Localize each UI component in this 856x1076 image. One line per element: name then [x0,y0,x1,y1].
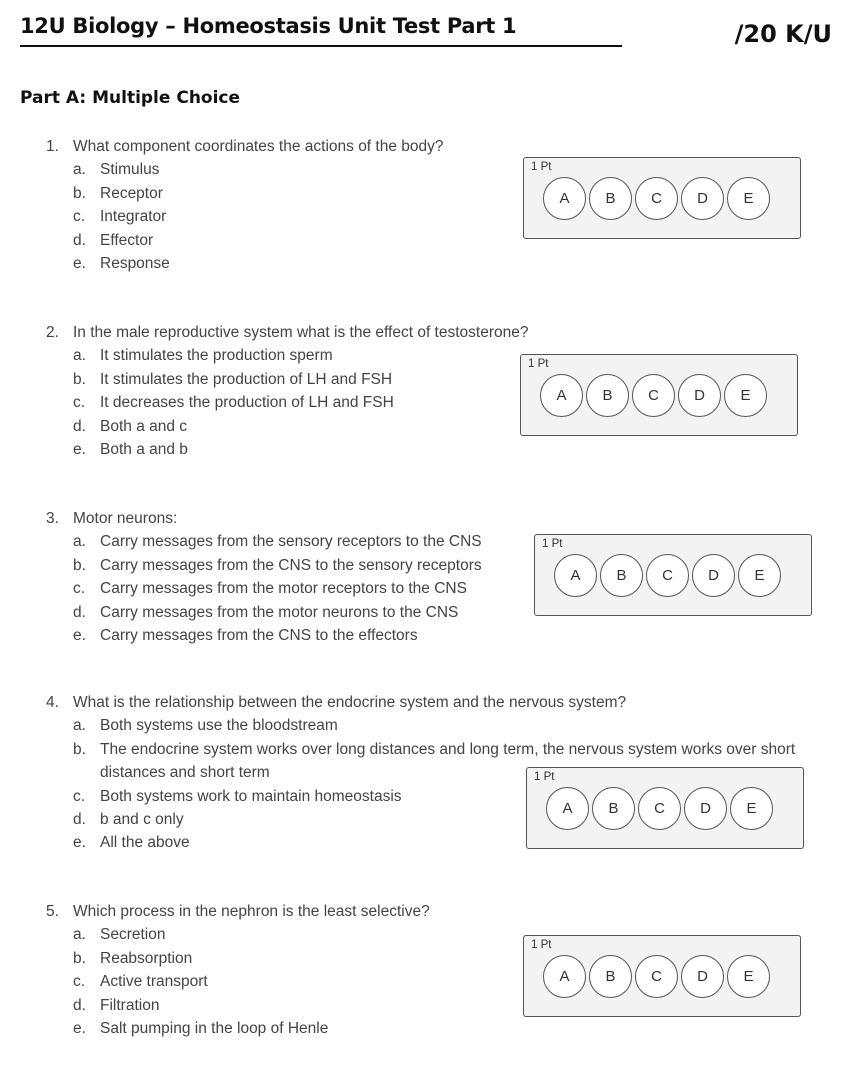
bubble-d[interactable]: D [681,955,724,998]
answer-box-2 [520,354,798,436]
option-text: It stimulates the production of LH and FSH [100,370,393,388]
option-text: Effector [100,231,154,249]
option-text: Reabsorption [100,949,193,967]
points-label: 1 Pt [531,161,552,173]
question-number: 4. [46,694,59,711]
bubble-a[interactable]: A [540,374,583,417]
option-text: Both a and b [100,441,188,459]
option-text: Secretion [100,926,166,944]
option-letter: e. [73,441,86,459]
option-letter: b. [73,556,86,574]
bubble-b[interactable]: B [592,787,635,830]
answer-bubbles [543,955,770,998]
title-underline [20,45,622,47]
answer-box-1 [523,157,801,239]
answer-box-4 [526,767,804,849]
option-e [73,438,816,461]
question-stem [46,900,816,923]
option-text: Carry messages from the motor receptors to the CNS [100,580,467,598]
option-letter: e. [73,627,86,645]
bubble-b[interactable]: B [589,955,632,998]
option-letter: b. [73,184,86,202]
option-letter: c. [73,973,86,991]
question-text: What is the relationship between the endocrine system and the nervous system? [73,694,627,711]
bubble-e[interactable]: E [738,554,781,597]
option-e [73,624,816,647]
question-stem [46,321,816,344]
option-letter: d. [73,811,86,829]
option-text: Active transport [100,973,208,991]
option-letter: a. [73,347,86,365]
bubble-c[interactable]: C [646,554,689,597]
option-letter: c. [73,787,86,805]
question-text: In the male reproductive system what is the effect of testosterone? [73,324,529,341]
question-text: Which process in the nephron is the least selective? [73,903,430,920]
option-text: Carry messages from the CNS to the effectors [100,627,418,645]
bubble-d[interactable]: D [692,554,735,597]
option-text: Carry messages from the motor neurons to the CNS [100,603,459,621]
option-text: All the above [100,834,190,852]
option-text: Both systems work to maintain homeostasis [100,787,402,805]
question-number: 2. [46,324,59,341]
option-letter: c. [73,394,86,412]
option-text: It stimulates the production sperm [100,347,333,365]
bubble-b[interactable]: B [589,177,632,220]
bubble-e[interactable]: E [730,787,773,830]
answer-bubbles [543,177,770,220]
bubble-c[interactable]: C [635,955,678,998]
option-a [73,714,816,737]
points-label: 1 Pt [534,771,555,783]
question-stem [46,135,816,158]
option-e [73,252,816,275]
answer-bubbles [540,374,767,417]
bubble-d[interactable]: D [684,787,727,830]
option-letter: d. [73,603,86,621]
option-text: Both a and c [100,417,188,435]
option-letter: a. [73,926,86,944]
points-label: 1 Pt [531,939,552,951]
option-letter: d. [73,996,86,1014]
bubble-a[interactable]: A [543,955,586,998]
option-letter: c. [73,208,86,226]
bubble-e[interactable]: E [727,177,770,220]
question-number: 3. [46,510,59,527]
answer-bubbles [554,554,781,597]
bubble-e[interactable]: E [724,374,767,417]
bubble-a[interactable]: A [543,177,586,220]
bubble-e[interactable]: E [727,955,770,998]
option-text: Integrator [100,208,167,226]
option-text: The endocrine system works over long distances and long term, the nervous system works over short distances and short term [100,740,796,782]
answer-box-3 [534,534,812,616]
option-letter: e. [73,255,86,273]
option-text: Filtration [100,996,160,1014]
question-stem [46,507,816,530]
question-number: 1. [46,138,59,155]
bubble-c[interactable]: C [635,177,678,220]
option-letter: c. [73,580,86,598]
question-text: Motor neurons: [73,510,178,527]
bubble-d[interactable]: D [681,177,724,220]
bubble-c[interactable]: C [638,787,681,830]
option-text: It decreases the production of LH and FSH [100,394,394,412]
question-number: 5. [46,903,59,920]
option-letter: a. [73,161,86,179]
option-letter: b. [73,949,86,967]
option-letter: b. [73,370,86,388]
question-stem [46,691,816,714]
part-a-heading: Part A: Multiple Choice [20,88,241,108]
bubble-a[interactable]: A [554,554,597,597]
bubble-b[interactable]: B [600,554,643,597]
option-text: Salt pumping in the loop of Henle [100,1020,329,1038]
option-text: Response [100,255,170,273]
option-text: Both systems use the bloodstream [100,717,338,735]
score-total: /20 K/U [734,20,832,48]
option-text: Carry messages from the sensory receptors to the CNS [100,533,482,551]
answer-box-5 [523,935,801,1017]
option-text: Stimulus [100,161,160,179]
answer-bubbles [546,787,773,830]
option-text: Receptor [100,184,163,202]
option-text: b and c only [100,811,184,829]
option-letter: e. [73,834,86,852]
points-label: 1 Pt [542,538,563,550]
option-letter: e. [73,1020,86,1038]
test-title: 12U Biology – Homeostasis Unit Test Part 1 [20,14,517,38]
option-letter: d. [73,417,86,435]
option-letter: a. [73,533,86,551]
bubble-b[interactable]: B [586,374,629,417]
option-letter: b. [73,740,86,758]
option-letter: d. [73,231,86,249]
bubble-d[interactable]: D [678,374,721,417]
bubble-a[interactable]: A [546,787,589,830]
option-e [73,1017,816,1040]
points-label: 1 Pt [528,358,549,370]
question-text: What component coordinates the actions of the body? [73,138,444,155]
option-letter: a. [73,717,86,735]
bubble-c[interactable]: C [632,374,675,417]
option-text: Carry messages from the CNS to the sensory receptors [100,556,482,574]
